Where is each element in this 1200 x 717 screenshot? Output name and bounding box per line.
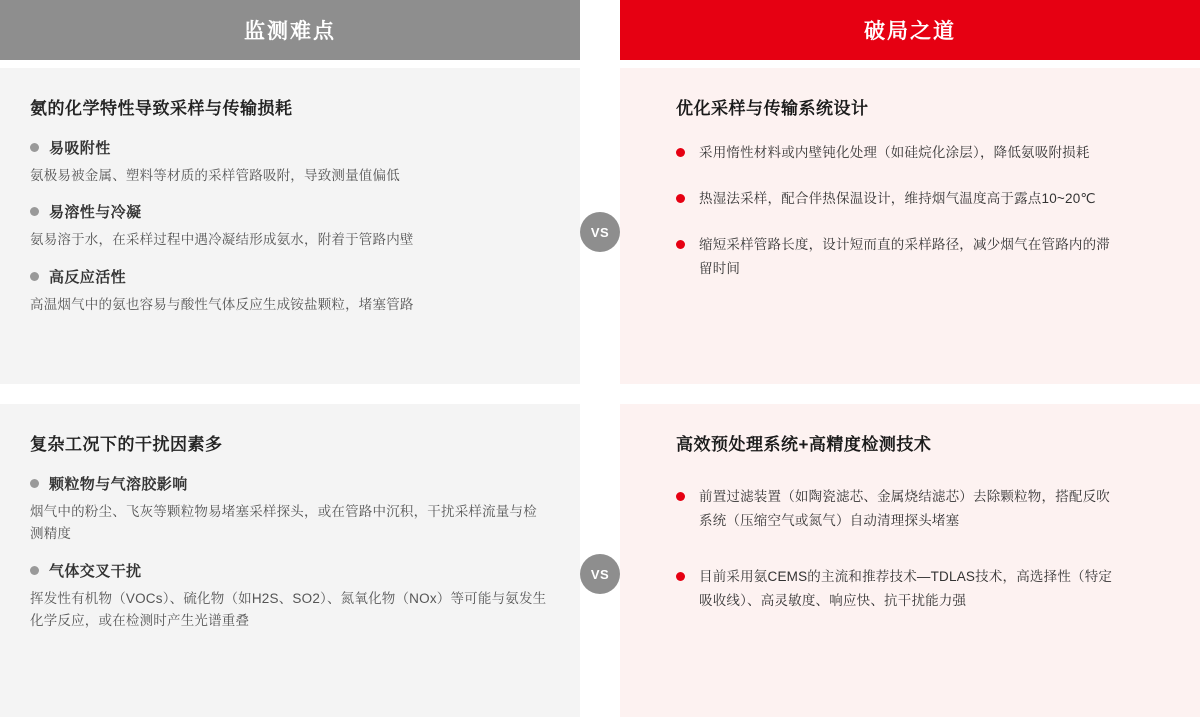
bullet-dot-icon xyxy=(30,207,39,216)
difficulty-block xyxy=(30,560,550,633)
panel-title: 高效预处理系统+高精度检测技术 xyxy=(676,435,932,454)
panel-difficulty-1 xyxy=(0,68,580,384)
difficulty-block-body: 高温烟气中的氨也容易与酸性气体反应生成铵盐颗粒，堵塞管路 xyxy=(30,296,414,312)
bullet-dot-icon xyxy=(676,572,685,581)
vs-badge-label: VS xyxy=(590,224,610,240)
panel-title: 优化采样与传输系统设计 xyxy=(676,99,869,118)
difficulty-block-head xyxy=(30,137,550,158)
difficulty-block-head xyxy=(30,473,550,494)
difficulty-block xyxy=(30,201,550,251)
bullet-dot-icon xyxy=(30,143,39,152)
panel-solution-1 xyxy=(620,68,1200,384)
solution-item-text: 缩短采样管路长度，设计短而直的采样路径，减少烟气在管路内的滞留时间 xyxy=(699,237,1110,277)
bullet-dot-icon xyxy=(30,272,39,281)
bullet-dot-icon xyxy=(676,492,685,501)
panel-title: 复杂工况下的干扰因素多 xyxy=(30,435,223,454)
difficulty-block-body: 氨极易被金属、塑料等材质的采样管路吸附，导致测量值偏低 xyxy=(30,168,400,183)
difficulty-block-head xyxy=(30,266,550,287)
solution-item xyxy=(676,233,1170,281)
panel-title: 氨的化学特性导致采样与传输损耗 xyxy=(30,99,293,118)
solution-item xyxy=(676,485,1170,533)
difficulty-block xyxy=(30,266,550,316)
difficulty-block-title: 高反应活性 xyxy=(49,268,127,286)
vs-badge-label: VS xyxy=(590,566,610,582)
solution-item-text: 前置过滤装置（如陶瓷滤芯、金属烧结滤芯）去除颗粒物，搭配反吹系统（压缩空气或氮气）自动清理探头堵塞 xyxy=(699,489,1110,529)
difficulty-block-body: 烟气中的粉尘、飞灰等颗粒物易堵塞采样探头，或在管路中沉积，干扰采样流量与检测精度 xyxy=(30,504,537,542)
solution-item xyxy=(676,187,1170,211)
panel-solution-2 xyxy=(620,404,1200,717)
vs-badge xyxy=(580,212,620,252)
bullet-dot-icon xyxy=(676,194,685,203)
header-difficulties xyxy=(0,0,580,60)
vs-badge xyxy=(580,554,620,594)
header-difficulties-label: 监测难点 xyxy=(244,20,336,43)
header-solutions xyxy=(620,0,1200,60)
solution-item-text: 目前采用氨CEMS的主流和推荐技术—TDLAS技术，高选择性（特定吸收线）、高灵敏度、响应快、抗干扰能力强 xyxy=(699,569,1113,609)
panel-difficulty-2 xyxy=(0,404,580,717)
solution-item xyxy=(676,141,1170,165)
solution-item xyxy=(676,565,1170,613)
difficulty-block-title: 易吸附性 xyxy=(49,140,111,157)
bullet-dot-icon xyxy=(676,148,685,157)
difficulty-block-title: 易溶性与冷凝 xyxy=(49,204,142,222)
difficulty-block-body: 氨易溶于水，在采样过程中遇冷凝结形成氨水，附着于管路内壁 xyxy=(30,232,414,248)
difficulty-block xyxy=(30,473,550,546)
solution-item-text: 采用惰性材料或内壁钝化处理（如硅烷化涂层），降低氨吸附损耗 xyxy=(699,145,1090,160)
difficulty-block-head xyxy=(30,560,550,581)
bullet-dot-icon xyxy=(676,240,685,249)
header-solutions-label: 破局之道 xyxy=(864,20,956,43)
solution-item-text: 热湿法采样，配合伴热保温设计，维持烟气温度高于露点10~20℃ xyxy=(699,191,1096,207)
difficulty-block-title: 气体交叉干扰 xyxy=(49,562,142,580)
difficulty-block xyxy=(30,137,550,187)
bullet-dot-icon xyxy=(30,566,39,575)
difficulty-block-head xyxy=(30,201,550,222)
bullet-dot-icon xyxy=(30,479,39,488)
difficulty-block-body: 挥发性有机物（VOCs）、硫化物（如H2S、SO2）、氮氧化物（NOx）等可能与氨发生化学反应，或在检测时产生光谱重叠 xyxy=(30,590,547,628)
difficulty-block-title: 颗粒物与气溶胶影响 xyxy=(49,476,188,493)
